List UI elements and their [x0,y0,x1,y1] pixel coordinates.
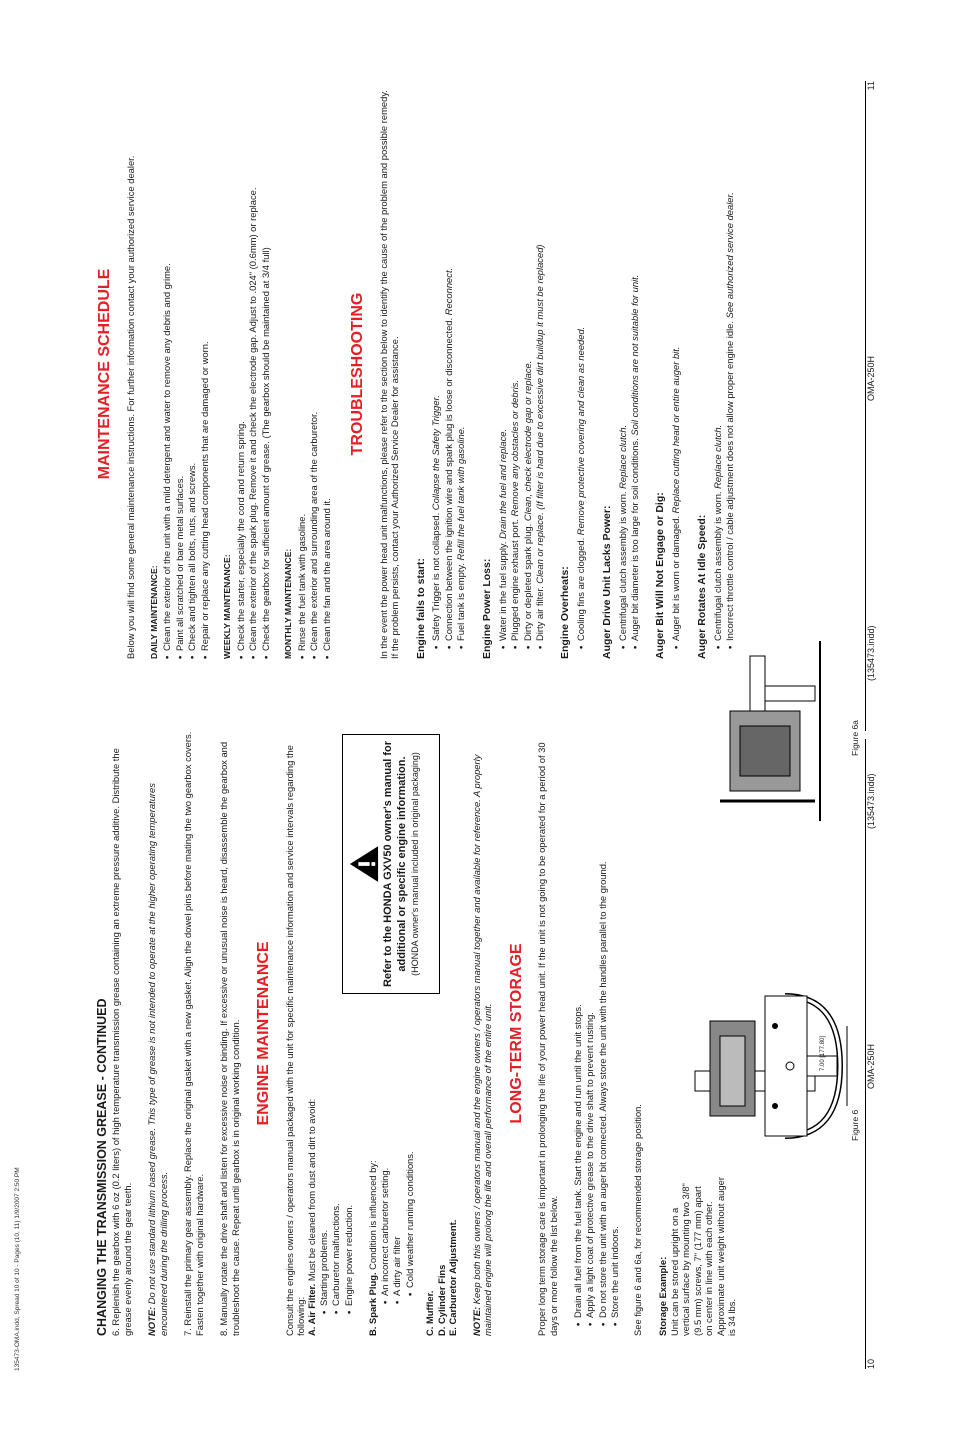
list-item: • Do not store the unit with an auger bit connected. Always store the unit with the handles parallel to the ground. [597,731,608,1326]
cylinder-fins-label: D. Cylinder Fins [435,1264,447,1336]
indd-file: (135473.indd) [866,773,876,829]
model-code: OMA-250H [866,355,876,401]
engine-intro: Consult the engines owners / operators manual packaged with the unit for specific maintenance information and service intervals regarding the following: [283,745,306,1336]
schedule-intro: Below you will find some general maintenance instructions. For further information contact your authorized service dealer. [124,155,136,659]
list-item: • Water in the fuel supply. Drain the fuel and replace. [497,89,508,649]
list-item: • Drain all fuel from the fuel tank. Start the engine and run until the unit stops. [572,731,583,1326]
list-item: • Carburetor malfunctions. [330,1096,341,1314]
long-term-storage-heading: LONG-TERM STORAGE [507,943,525,1124]
figure-6a-drawing [690,631,840,831]
list-item: • Incorrect throttle control / cable adjustment does not allow proper engine idle. See authorized service dealer. [724,89,735,649]
note-grease: NOTE: Do not use standard lithium based grease. This type of grease is not intended to operate at the higher operating temperatures encountered during the drilling process. [146,783,169,1336]
step-8: 8. Manually rotate the drive shaft and listen for excessive noise or binding. If excessive or unusual noise is heard, disassemble the gearbox and troubleshoot the cause. Repeat until gearbox is in original working condition. [218,741,241,1336]
list-item: • Store the unit indoors. [609,731,620,1326]
dimension-label: 7.00 [177.80] [820,1035,826,1071]
right-footer [865,81,876,731]
list-item: • Paint all scratched or bare metal surfaces. [174,89,185,659]
list-item: • Fuel tank is empty. Refill the fuel tank with gasoline. [455,89,466,649]
right-page-body [95,89,736,659]
list-item: • Repair or replace any cutting head components that are damaged or worn. [199,89,210,659]
list-item: • Dirty or depleted spark plug. Clean, check electrode gap or replace. [522,89,533,649]
engine-maintenance-heading: ENGINE MAINTENANCE [255,941,272,1126]
warning-triangle-icon [349,844,379,884]
warning-text: Refer to the HONDA GXV50 owner's manual for additional or specific engine information. [382,740,408,988]
list-item: • Clean the exterior of the unit with a mild detergent and water to remove any debris and grime. [161,89,172,659]
list-item: • Apply a light coat of protective grease to the drive shaft to prevent rusting. [584,731,595,1326]
list-item: • Clean the fan and the area around it. [321,89,332,659]
note-manuals: NOTE: Keep both this owners / operators manual and the engine owners / operators manual together and available for reference. A properly maintained engine will prolong the life and overall performance of the entire unit. [470,754,494,1336]
list-item: • Connection between the ignition wire and spark plug is loose or disconnected. Reconnect. [443,89,454,649]
storage-intro: Proper long term storage care is important in prolonging the life of your power head unit. If the unit is not going to be operated for a period of 30 days or more follow the list below. [536,742,559,1336]
list-item: • A dirty air filter [391,1096,402,1304]
see-figure: See figure 6 and 6a, for recommended storage position. [631,1104,643,1336]
troubleshooting-heading: TROUBLESHOOTING [349,292,367,456]
list-item: • Check the gearbox for sufficient amount of grease. (The gearbox should be maintained at 3/4 full) [260,89,271,659]
indd-file: (135473.indd) [866,625,876,681]
page-number: 11 [866,81,876,91]
trouble-group: Auger Rotates At Idle Speed: • Centrifugal clutch assembly is worn. Replace clutch. • Incorrect throttle control / cable adjustment does not allow proper engine idle. See authorized service dealer. [696,89,736,659]
page-number: 10 [866,1358,876,1369]
left-footer [865,739,876,1369]
list-item: • Dirty air filter. Clean or replace. (If filter is hard due to excessive dirt buildup it must be replaced) [534,89,545,649]
monthly-list [296,89,332,659]
model-code: OMA-250H [866,1043,876,1089]
list-item: • Safety Trigger is not collapsed. Collapse the Safety Trigger. [430,89,441,649]
step-7: 7. Reinstall the primary gear assembly. Replace the original gasket with a new gasket. Align the dowel pins before mating the two gearbox covers. Fasten together with original hardware. [182,731,205,1336]
daily-label: DAILY MAINTENANCE: [148,565,159,659]
list-item: • Plugged engine exhaust port. Remove any obstacles or debris. [509,89,520,649]
trouble-group: Engine Overheats: • Cooling fins are clogged. Remove protective covering and clean as needed. [559,89,586,659]
list-item: • Rinse the fuel tank with gasoline. [296,89,307,659]
maintenance-schedule-heading: MAINTENANCE SCHEDULE [96,268,113,480]
transmission-heading: CHANGING THE TRANSMISSION GREASE - CONTINUED [95,998,109,1336]
list-item: • Check and tighten all bolts, nuts, and screws. [186,89,197,659]
storage-list [572,731,621,1336]
engine-warning-box [342,734,440,994]
air-filter-list [318,1096,354,1336]
list-item: • Centrifugal clutch assembly is worn. Replace clutch. [617,89,628,649]
figure-6-caption: Figure 6 [850,1109,860,1141]
storage-example: Storage Example: Unit can be stored upright on a vertical surface by mounting two 3/8" (9.5 mm) screws, 7" (177 mm) apart on center in line with each other. Approximate unit weight without auger is 34 lbs. [657,1177,738,1336]
air-filter-block: A. Air Filter. Must be cleaned from dust and dirt to avoid: • Starting problems. • Carburetor malfunctions. • Engine power reduction. B. Spark Plug. Condition is influenced by: • An incorrect carburetor setting. • A dirty air filter • Cold weather running conditions. C. Muffler. D. Cylinder Fins E. Carburetor Adjustment. [306,1096,458,1336]
weekly-list [235,89,271,659]
step-6: 6. Replenish the gearbox with 6 oz (0.2 liters) of high temperature transmission grease containing an extreme pressure additive. Distribute the grease evenly around the gear teeth. [110,748,133,1336]
list-item: • Check the starter, especially the cord and return spring. [235,89,246,659]
list-item: • Clean the exterior of the spark plug. Remove it and check the electrode gap. Adjust to .024" (0.6mm) or replace. [247,89,258,659]
carburetor-label: E. Carburetor Adjustment. [447,1219,459,1336]
list-item: • Starting problems. [318,1096,329,1314]
daily-list [161,89,210,659]
figure-6a-caption: Figure 6a [850,720,860,756]
list-item: • An incorrect carburetor setting. [379,1096,390,1304]
weekly-label: WEEKLY MAINTENANCE: [222,554,233,659]
list-item: • Clean the exterior and surrounding area of the carburetor. [308,89,319,659]
list-item: • Auger bit diameter is too large for soil conditions. Soil conditions are not suitable for unit. [629,89,640,649]
list-item: • Cooling fins are clogged. Remove protective covering and clean as needed. [575,89,586,649]
file-slug: 135473-OMA.indd, Spread 10 of 10 - Pages (10, 11) 1/9/2007 2:50 PM [14,1167,21,1371]
trouble-group: Auger Drive Unit Lacks Power: • Centrifugal clutch assembly is worn. Replace clutch. • Auger bit diameter is too large for soil conditions. Soil conditions are not suitable for unit. [601,89,641,659]
warning-subtext: (HONDA owner's manual included in original packaging) [409,752,420,976]
figure-6-drawing [665,956,855,1176]
monthly-label: MONTHLY MAINTENANCE: [283,548,294,659]
list-item: • Cold weather running conditions. [404,1096,415,1296]
spark-plug-list [379,1096,403,1336]
list-item: • Engine power reduction. [343,1096,354,1314]
trouble-group: Engine Power Loss: • Water in the fuel supply. Drain the fuel and replace. • Plugged engine exhaust port. Remove any obstacles or debris. • Dirty or depleted spark plug. Clean, check electrode gap or replace. • Dirty air filter. Clean or replace. (If filter is hard due to excessive dirt buildup it must be replaced) [481,89,546,659]
troubleshooting-intro: In the event the power head unit malfunctions, please refer to the section below to identify the cause of the problem and possible remedy. If the problem persists, contact your Authorized Service Dealer for assistance. [377,90,401,659]
muffler-label: C. Muffler. [424,1290,436,1336]
list-item: • Auger bit is worn or damaged. Replace cutting head or entire auger bit. [670,89,681,649]
trouble-group: Auger Bit Will Not Engage or Dig: • Auger bit is worn or damaged. Replace cutting head or entire auger bit. [654,89,681,659]
list-item: • Centrifugal clutch assembly is worn. Replace clutch. [712,89,723,649]
trouble-group: Engine fails to start: • Safety Trigger is not collapsed. Collapse the Safety Trigger. • Connection between the ignition wire and spark plug is loose or disconnected. Reconnect. • Fuel tank is empty. Refill the fuel tank with gasoline. [415,89,467,659]
